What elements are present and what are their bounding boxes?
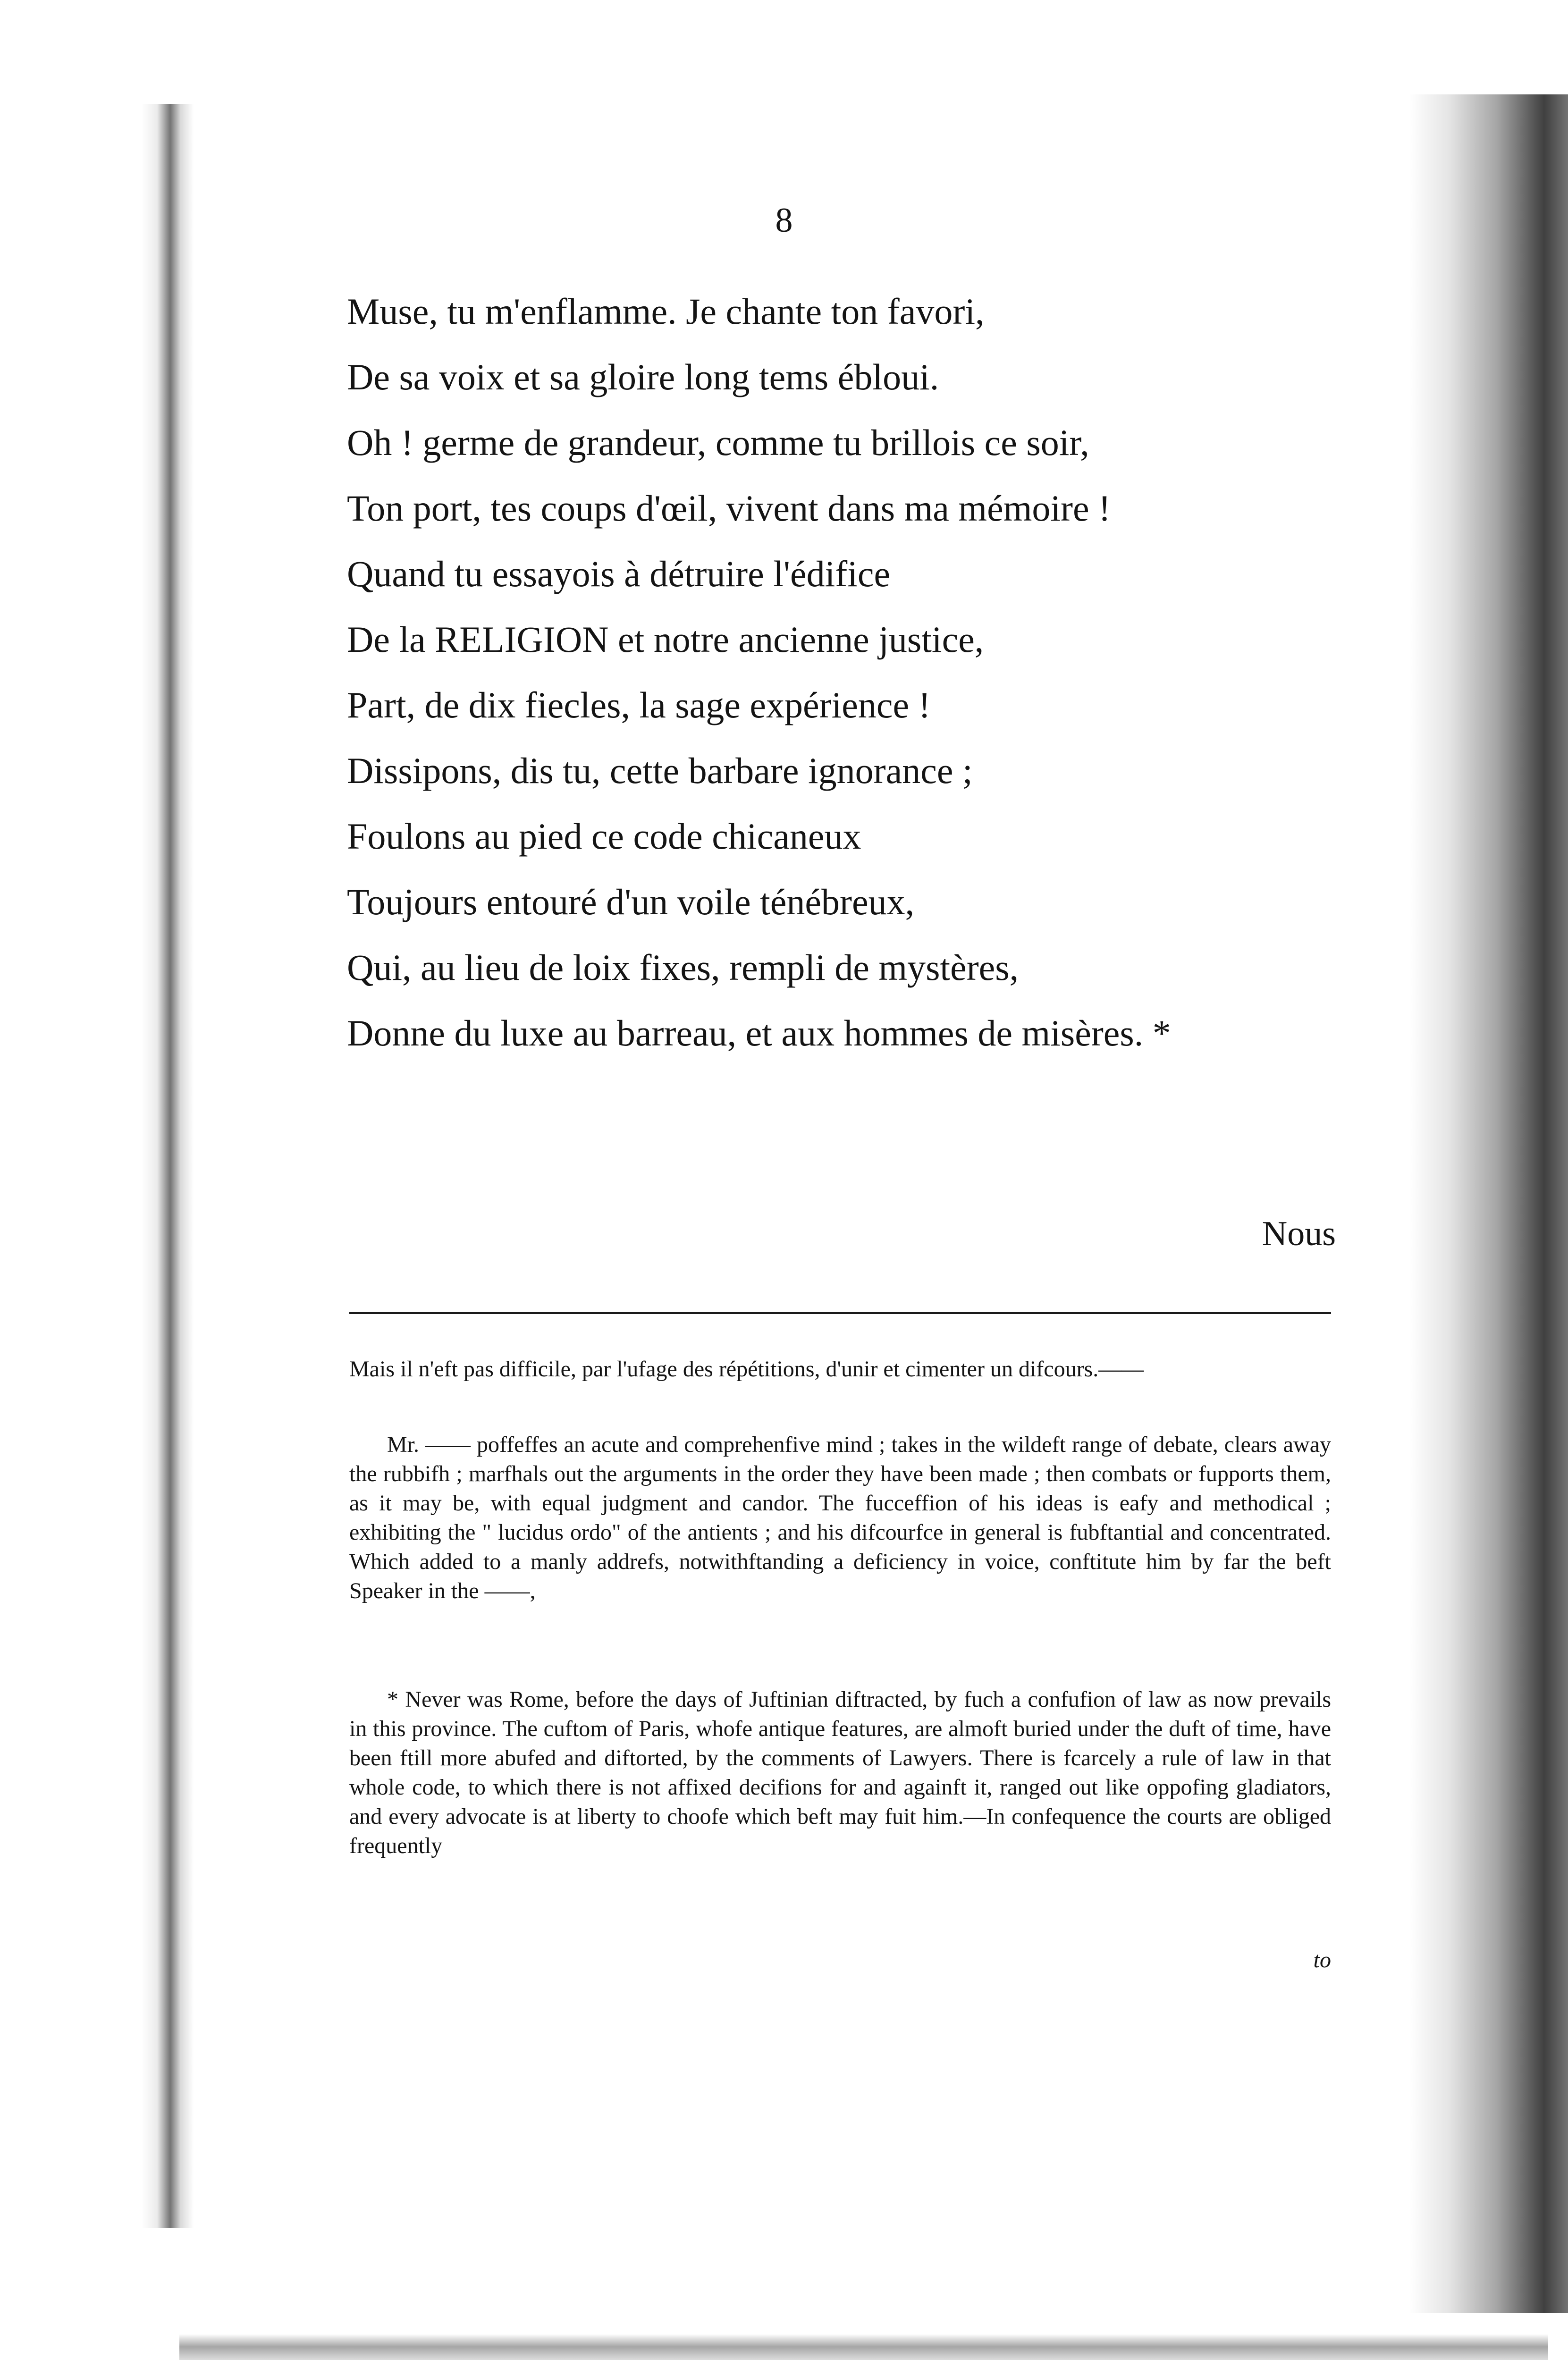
verse-line: Muse, tu m'enflamme. Je chante ton favori,	[347, 291, 985, 332]
verse-line: Foulons au pied ce code chicaneux	[347, 816, 861, 857]
footnote-divider	[349, 1312, 1331, 1314]
verse-line: Quand tu essayois à détruire l'édifice	[347, 553, 891, 594]
scan-shadow-bottom	[179, 2334, 1548, 2360]
catchword: Nous	[1262, 1214, 1336, 1253]
verse-line: Donne du luxe au barreau, et aux hommes de misères. *	[347, 1012, 1171, 1054]
scan-shadow-left	[142, 104, 194, 2228]
verse-line: De sa voix et sa gloire long tems ébloui.	[347, 356, 939, 397]
verse-line: De la RELIGION et notre ancienne justice,	[347, 619, 984, 660]
footnote-law: * Never was Rome, before the days of Juftinian diftracted, by fuch a confufion of law as now prevails in this province. The cuftom of Paris, whofe antique features, are almoft buried under the duft of time, have been ftill more abufed and diftorted, by the comments of Lawyers. There is fcarcely a rule of law in that whole code, to which there is not affixed decifions for and againft it, ranged out like oppofing gladiators, and every advocate is at liberty to choofe which beft may fuit him.—In confequence the courts are obliged frequently	[349, 1687, 1331, 1858]
footnote-discours: Mais il n'eft pas difficile, par l'ufage des répétitions, d'unir et cimenter un difcours.——	[349, 1357, 1144, 1382]
verse-line: Oh ! germe de grandeur, comme tu brillois ce soir,	[347, 422, 1089, 463]
verse-line: Part, de dix fiecles, la sage expérience !	[347, 684, 931, 725]
poem-verse	[347, 278, 1348, 1066]
page-number: 8	[775, 201, 793, 240]
verse-line: Toujours entouré d'un voile ténébreux,	[347, 881, 915, 922]
verse-line: Dissipons, dis tu, cette barbare ignorance ;	[347, 750, 973, 791]
verse-line: Qui, au lieu de loix fixes, rempli de mystères,	[347, 947, 1019, 988]
verse-line: Ton port, tes coups d'œil, vivent dans ma mémoire !	[347, 488, 1111, 529]
scan-shadow-right	[1409, 94, 1568, 2313]
footnote-catchword: to	[1313, 1947, 1331, 1972]
footnote-speaker: Mr. —— poffeffes an acute and comprehenfive mind ; takes in the wildeft range of debate, clears away the rubbifh ; marfhals out the arguments in the order they have been made ; then combats or fupports them, as it may be, with equal judgment and candor. The fucceffion of his ideas is eafy and methodical ; exhibiting the " lucidus ordo" of the antients ; and his difcourfce in general is fubftantial and concentrated. Which added to a manly addrefs, notwithftanding a deficiency in voice, conftitute him by far the beft Speaker in the ——,	[349, 1432, 1331, 1603]
